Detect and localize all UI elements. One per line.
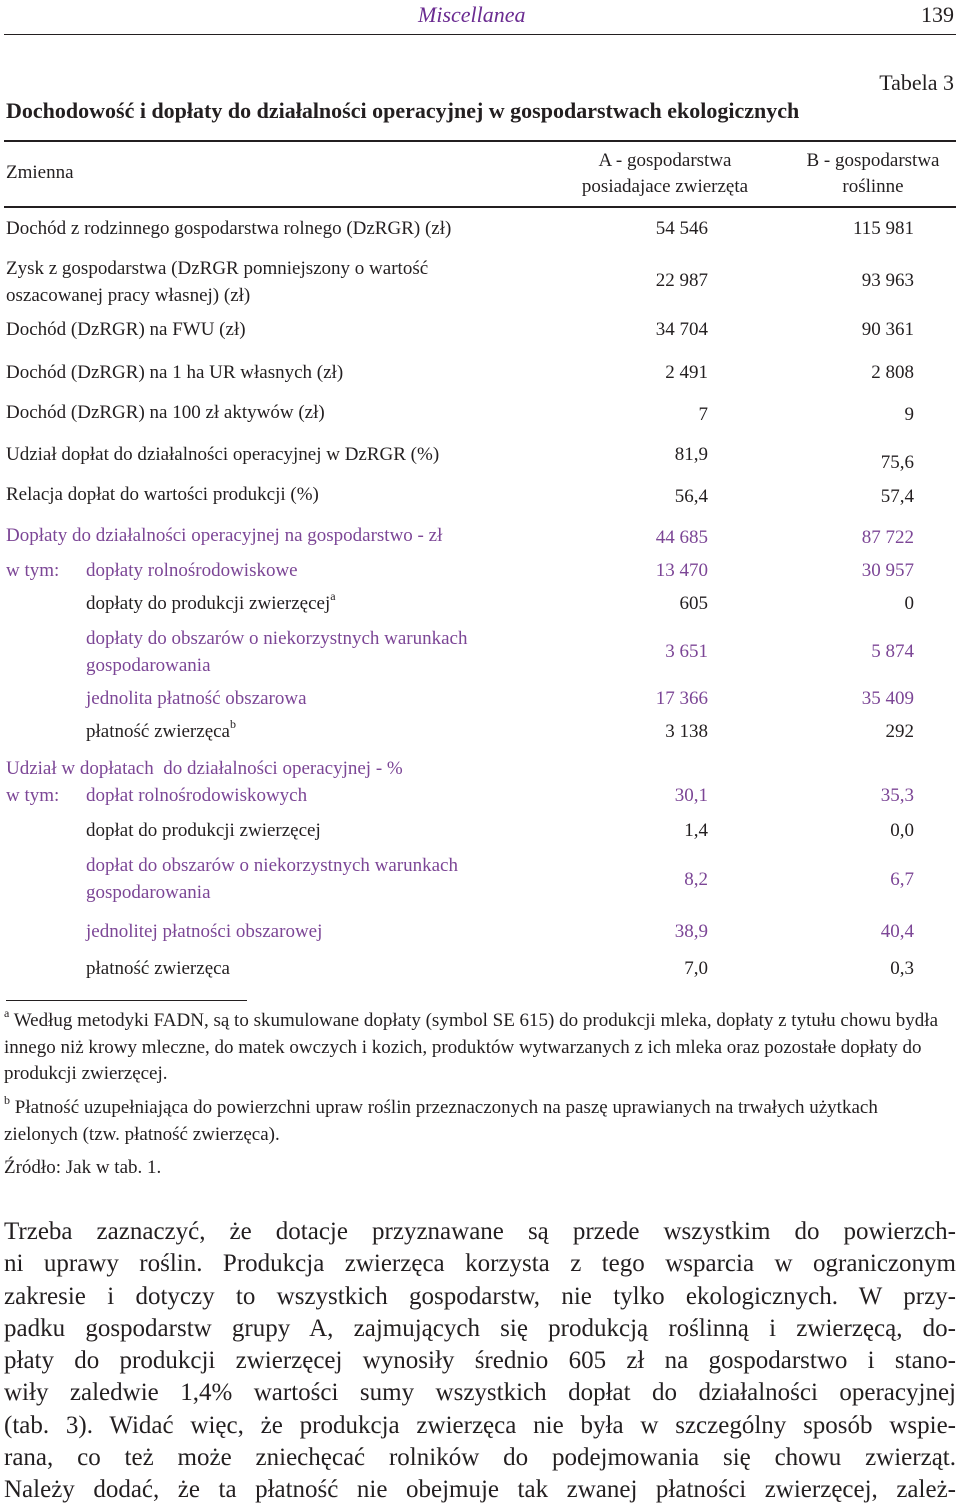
row-label-line: Zysk z gospodarstwa (DzRGR pomniejszony o wartość [6,258,429,279]
header-rule [4,34,956,35]
value-b: 0,0 [890,820,914,841]
row-label: Dopłaty do działalności operacyjnej na gospodarstwo - zł [6,525,443,546]
body-line: wiły zaledwie 1,4% wartości sumy wszystkich dopłat do działalności operacyjnej [4,1379,956,1407]
table-label: Tabela 3 [879,70,954,95]
row-label: Dochód (DzRGR) na FWU (zł) [6,319,246,340]
row-label: Udział w dopłatach do działalności operacyjnej - % [6,758,403,779]
value-a: 7 [698,404,708,425]
row-label [86,590,336,617]
table-row [0,625,960,679]
value-b: 87 722 [861,527,914,548]
value-b: 9 [904,404,914,425]
row-label: Dochód (DzRGR) na 100 zł aktywów (zł) [6,402,325,423]
row-prefix: w tym: [6,785,60,806]
table-source: Źródło: Jak w tab. 1. [4,1157,162,1178]
table-top-rule [4,140,956,142]
page-number: 139 [921,2,954,27]
row-label: jednolitej płatności obszarowej [86,921,323,942]
header-column-b [778,148,960,200]
value-b: 5 874 [871,641,914,662]
value-a: 81,9 [674,444,708,465]
row-label: Relacja dopłat do wartości produkcji (%) [6,484,319,505]
body-line: Trzeba zaznaczyć, że dotacje przyznawane są przede wszystkim do powierzch- [4,1218,956,1245]
row-label-line: oszacowanej pracy własnej) (zł) [6,285,251,306]
value-b: 30 957 [861,560,914,581]
footnote-rule [6,1000,247,1001]
row-label [6,255,428,309]
value-a: 7,0 [684,958,708,979]
running-head [0,0,960,34]
value-a: 44 685 [655,527,708,548]
value-b: 75,6 [880,452,914,473]
running-title: Miscellanea [418,2,526,27]
footnote-b [4,1092,956,1148]
header-column-a-line: posiadajace zwierzęta [581,176,749,197]
body-line: (tab. 3). Widać więc, że produkcja zwierzęca nie była w szczególny sposób wspie- [4,1411,956,1439]
value-a: 8,2 [684,869,708,890]
value-b: 0,3 [890,958,914,979]
value-b: 57,4 [880,486,914,507]
value-a: 1,4 [684,820,708,841]
table-title: Dochodowość i dopłaty do działalności operacyjnej w gospodarstwach ekologicznych [6,98,800,123]
row-label: płatność zwierzęca [86,958,230,979]
row-label-text: płatność zwierzęca [86,721,230,742]
row-label [86,718,236,745]
row-label: dopłaty rolnośrodowiskowe [86,560,298,581]
row-label [86,625,467,679]
footnote-b-text: Płatność uzupełniająca do powierzchni upraw roślin przeznaczonych na paszę uprawianych na trwałych użytkach zielonych (tzw. płatność zwierzęca). [4,1097,878,1145]
row-label-text: dopłaty do produkcji zwierzęcej [86,593,331,614]
row-label-line: gospodarowania [86,882,211,903]
row-label: Dochód (DzRGR) na 1 ha UR własnych (zł) [6,362,344,383]
value-a: 3 651 [665,641,708,662]
value-b: 6,7 [890,869,914,890]
header-variable: Zmienna [6,162,74,183]
value-b: 35,3 [880,785,914,806]
value-b: 40,4 [880,921,914,942]
footnote-a-text: Według metodyki FADN, są to skumulowane dopłaty (symbol SE 615) do produkcji mleka, dopłaty z tytułu chowu bydła innego niż krowy mleczne, do matek owczych i kozich, produktów wytwarzanych z ich mleka oraz pozostałe dopłaty do produkcji zwierzęcej. [4,1010,938,1084]
header-column-b-line: B - gospodarstwa [806,150,940,171]
body-line: Należy dodać, że ta płatność nie obejmuje tak zwanej płatności zwierzęcej, zależ- [4,1476,956,1504]
value-a: 30,1 [674,785,708,806]
body-line: padku gospodarstw grupy A, zajmujących się produkcją roślinną i zwierzęcą, do- [4,1314,956,1342]
value-b: 93 963 [861,270,914,291]
value-a: 34 704 [655,319,708,340]
value-a: 22 987 [655,270,708,291]
table-row [0,852,960,906]
value-b: 35 409 [861,688,914,709]
footnote-mark: a [4,1005,10,1020]
footnote-mark: b [230,716,236,731]
body-line: rana, co też może zniechęcać rolników do podejmowania się chowu zwierząt. [4,1444,956,1472]
header-column-b-line: roślinne [842,176,904,197]
value-b: 115 981 [852,218,914,239]
footnote-a [4,1005,956,1088]
value-a: 56,4 [674,486,708,507]
row-label [86,852,458,906]
value-a: 605 [679,593,708,614]
row-label: jednolita płatność obszarowa [86,688,307,709]
value-b: 292 [885,721,914,742]
value-a: 3 138 [665,721,708,742]
footnote-mark: b [4,1092,10,1107]
table-header-rule [4,206,956,208]
value-b: 2 808 [871,362,914,383]
body-line: płaty do produkcji zwierzęcej wynosiły średnio 605 zł na gospodarstwo i stano- [4,1347,956,1375]
row-label: Dochód z rodzinnego gospodarstwa rolnego (DzRGR) (zł) [6,218,452,239]
row-label-line: gospodarowania [86,655,211,676]
row-label-line: dopłat do obszarów o niekorzystnych warunkach [86,855,458,876]
row-label: Udział dopłat do działalności operacyjnej w DzRGR (%) [6,444,440,465]
footnote-mark: a [330,588,336,603]
value-a: 54 546 [655,218,708,239]
value-a: 38,9 [674,921,708,942]
value-a: 17 366 [655,688,708,709]
value-b: 0 [904,593,914,614]
value-a: 13 470 [655,560,708,581]
row-label: dopłat rolnośrodowiskowych [86,785,308,806]
value-a: 2 491 [665,362,708,383]
row-prefix: w tym: [6,560,60,581]
table-row [0,255,960,309]
row-label: dopłat do produkcji zwierzęcej [86,820,321,841]
body-line: zakresie i dotyczy to wszystkich gospodarstw, nie tylko ekologicznych. W przy- [4,1282,956,1310]
body-paragraph [4,1216,956,1507]
body-line: ni uprawy roślin. Produkcja zwierzęca korzysta z tego wsparcia w ograniczonym [4,1250,956,1278]
header-column-a [560,148,770,200]
row-label-line: dopłaty do obszarów o niekorzystnych warunkach [86,628,468,649]
header-column-a-line: A - gospodarstwa [598,150,732,171]
value-b: 90 361 [861,319,914,340]
